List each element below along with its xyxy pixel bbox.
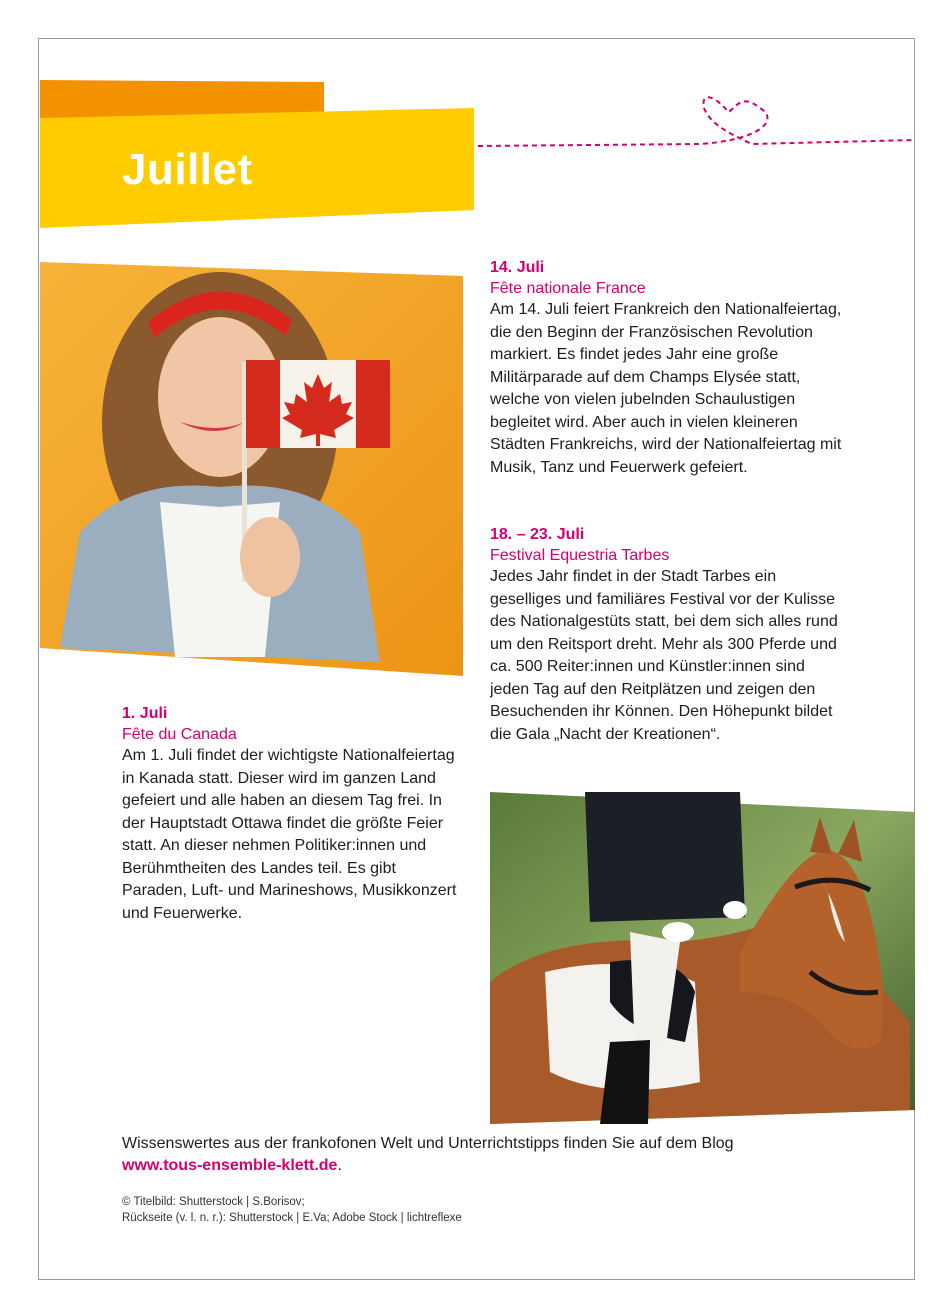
event-fete-du-canada [122,704,462,925]
event-name: Festival Equestria Tarbes [490,547,670,564]
credits-line-1: © Titelbild: Shutterstock | S.Borisov; [122,1196,305,1208]
canada-flag-icon [246,360,390,448]
month-title: Juillet [122,145,253,194]
credits-line-2: Rückseite (v. l. n. r.): Shutterstock | E.Va; Adobe Stock | lichtreflexe [122,1212,462,1224]
event-description: Am 14. Juli feiert Frankreich den Nationalfeiertag, die den Beginn der Französischen Revolution markiert. Es findet jedes Jahr eine große Militärparade auf dem Champs Elysée statt, welche von vielen jubelnden Schaulustigen begleitet wird. Aber auch in vielen kleineren Städten Frankreichs, wird der Nationalfeiertag mit Musik, Tanz und Feuerwerk gefeiert. [490,301,842,476]
event-date: 18. – 23. Juli [490,526,585,543]
event-name: Fête du Canada [122,726,237,743]
event-date: 14. Juli [490,259,545,276]
heart-dashed-line [478,97,915,146]
event-date: 1. Juli [122,705,168,722]
event-festival-equestria [490,525,845,746]
event-name: Fête nationale France [490,280,646,297]
event-description: Am 1. Juli findet der wichtigste Nationalfeiertag in Kanada statt. Dieser wird im ganzen Land gefeiert und alle haben an diesem Tag frei. In der Hauptstadt Ottawa findet die größte Feier statt. An dieser nehmen Politiker:innen und Berühmtheiten des Landes teil. Es gibt Paraden, Luft- und Marineshows, Musikkonzert und Feuerwerke. [122,747,457,922]
header-banner [0,0,948,240]
blog-link[interactable]: www.tous-ensemble-klett.de [122,1157,338,1174]
event-description: Jedes Jahr findet in der Stadt Tarbes ein geselliges und familiäres Festival vor der Kulisse des Nationalgestüts statt, bei dem sich alles rund um den Reitsport dreht. Mehr als 300 Pferde und ca. 500 Reiter:innen und Künstler:innen sind jeden Tag auf den Reitplätzen und zeigen den Besuchenden ihr Können. Den Höhepunkt bildet die Gala „Nacht der Kreationen“. [490,568,838,743]
event-fete-nationale-france [490,258,850,479]
photo-canada-flag [40,262,463,676]
footer-text: Wissenswertes aus der frankofonen Welt und Unterrichtstipps finden Sie auf dem Blog [122,1135,734,1152]
image-credits [122,1194,462,1226]
photo-dressage-horse [490,792,915,1124]
footer-link-suffix: . [337,1157,342,1174]
footer-note [122,1133,842,1177]
